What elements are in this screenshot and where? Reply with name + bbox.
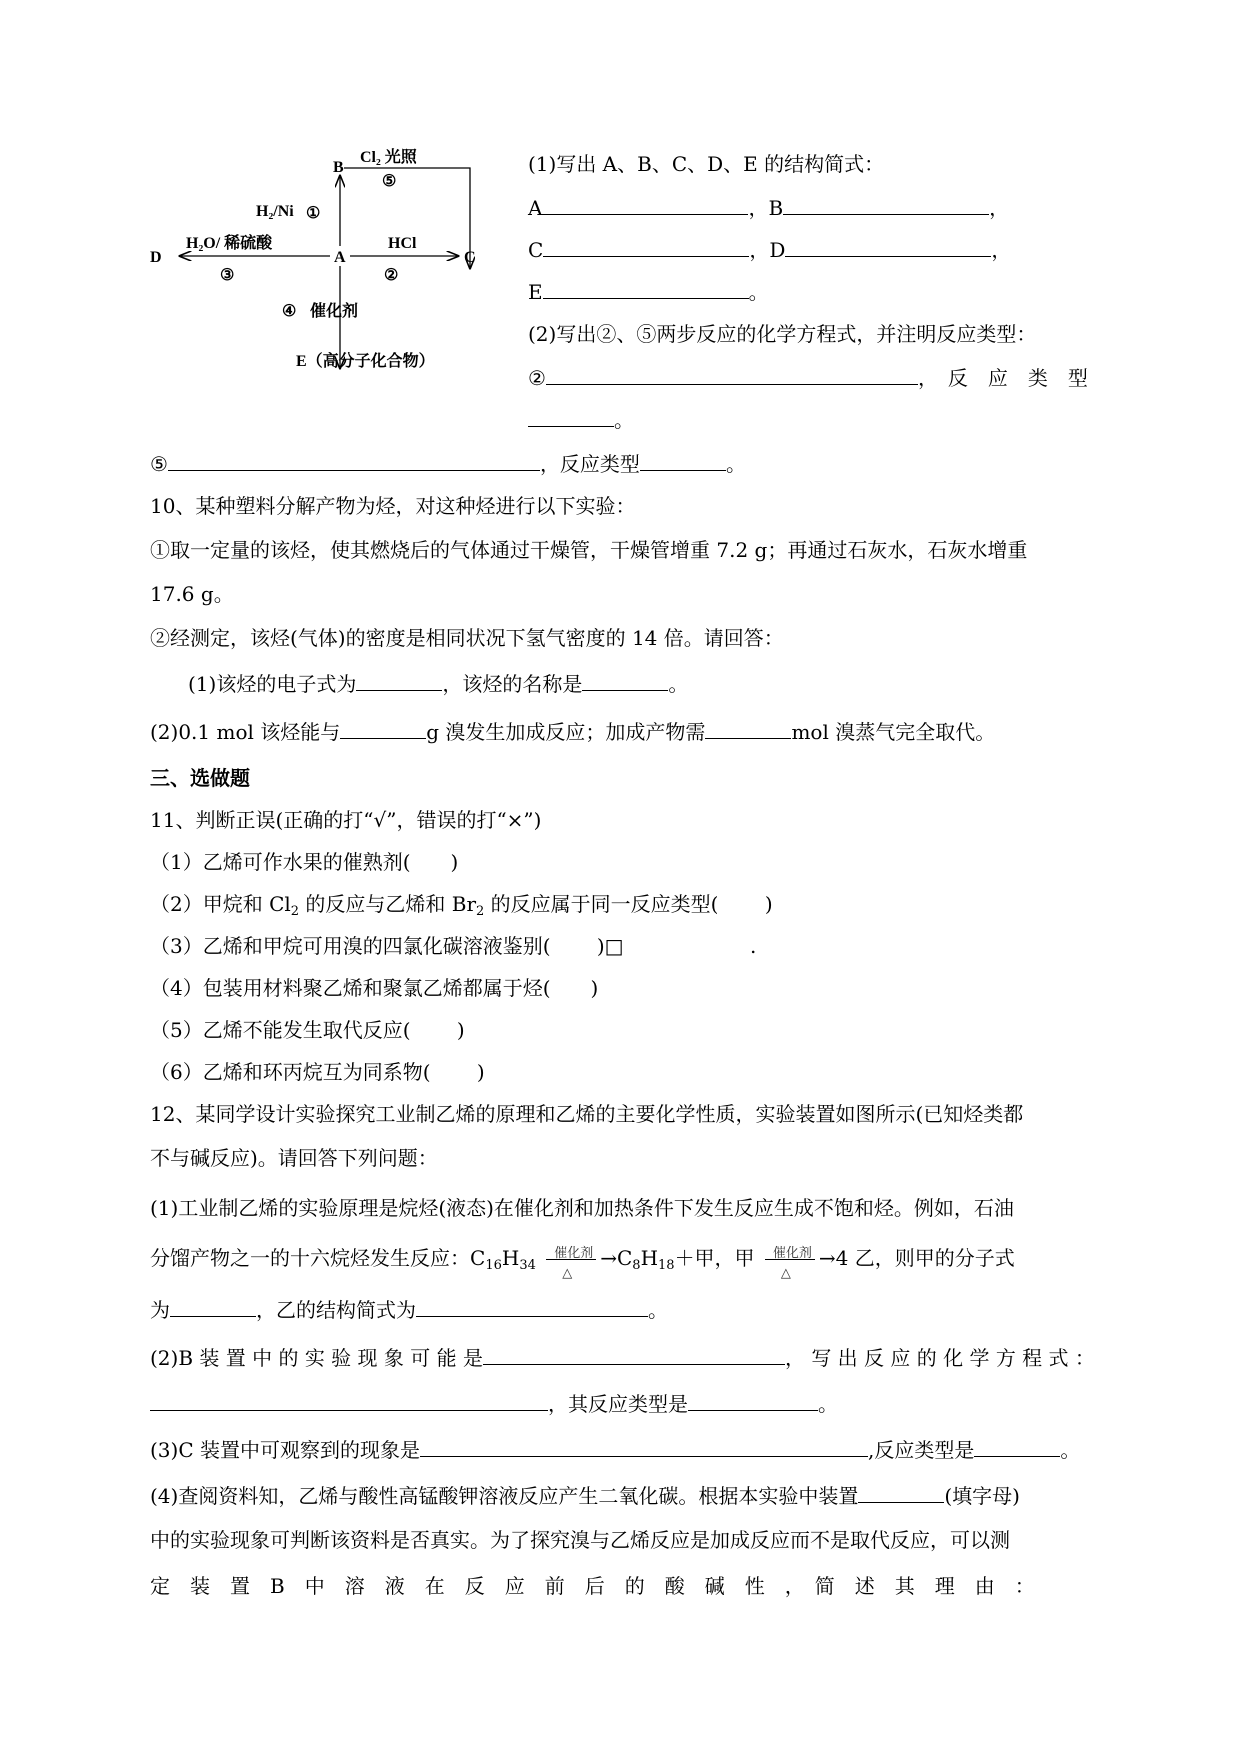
period: 。 [614, 408, 634, 432]
subscript: 18 [658, 1258, 675, 1273]
subscript: 16 [485, 1258, 502, 1273]
blank-electron-formula[interactable] [356, 670, 442, 691]
q12-text: (填字母) [944, 1484, 1020, 1508]
heat-symbol: △ [780, 1265, 791, 1281]
node-d: D [150, 249, 162, 266]
q12-text: ，其反应类型是 [548, 1392, 688, 1416]
label-h2o-acid: H₂O/ 稀硫酸 [186, 235, 273, 252]
period: 。 [818, 1392, 838, 1416]
q11-item-2: （2）甲烷和 $Cl_2$ 的反应与乙烯和 $Br_2$ 的反应属于同一反应类型( ) [150, 892, 773, 919]
catalyst-label: 催化剂 [772, 1245, 812, 1261]
q10-q1-text: (1)该烃的电子式为 [188, 672, 357, 696]
q12-line-3: (1)工业制乙烯的实验原理是烷烃(液态)在催化剂和加热条件下发生反应生成不饱和烃。例如，石油 [150, 1196, 1014, 1220]
q10-q1-text: ，该烃的名称是 [442, 672, 583, 696]
catalyst-heat-arrow [542, 1245, 600, 1281]
q12-text: ,反应类型是 [868, 1438, 975, 1462]
q10-q2-text: mol 溴蒸气完全取代。 [791, 720, 996, 744]
arrow-b-to-c [344, 168, 470, 268]
comma: ， [748, 196, 769, 220]
label-c: C [528, 238, 544, 262]
node-c: C [464, 249, 476, 266]
q12-line-4 [150, 1245, 1015, 1281]
label-hcl: HCl [388, 235, 417, 252]
period: 。 [748, 280, 769, 304]
label-cl2-light: Cl₂ 光照 [360, 149, 417, 166]
q12-text: ， 写 出 反 应 的 化 学 方 程 式 ： [784, 1346, 1095, 1370]
q11-item-5: （5）乙烯不能发生取代反应( ) [150, 1018, 465, 1042]
q10-statement-1: ①取一定量的该烃，使其燃烧后的气体通过干燥管，干燥管增重 7.2 g；再通过石灰水，石灰水增重 [150, 538, 1028, 562]
q12-line-6 [150, 1344, 1095, 1370]
section-title: 三、选做题 [150, 766, 250, 790]
q10-q2-text: (2)0.1 mol 该烃能与 [150, 720, 341, 744]
period: 。 [668, 672, 689, 696]
q9-blank-row-ab [528, 194, 1009, 220]
catalyst-heat-arrow [761, 1245, 819, 1281]
subscript: 34 [519, 1258, 536, 1273]
q12-line-11: 定 装 置 B 中 溶 液 在 反 应 前 后 的 酸 碱 性 ， 简 述 其 理 由 ： [150, 1574, 1035, 1598]
q12-text: (3)C 装置中可观察到的现象是 [150, 1438, 420, 1462]
q11-title: 11、判断正误(正确的打“√”，错误的打“×”) [150, 808, 542, 832]
comma: ， [991, 238, 1012, 262]
blank-formula-jia[interactable] [170, 1296, 256, 1317]
reaction-type-label: ，反应类型 [539, 452, 640, 476]
label-b: B [768, 196, 784, 220]
q9-blank-row-cd [528, 236, 1011, 262]
q12-line-1: 12、某同学设计实验探究工业制乙烯的原理和乙烯的主要化学性质，实验装置如图所示(已知烃类都 [150, 1102, 1024, 1126]
blank-reaction-2[interactable] [546, 364, 918, 385]
q12-text: →C [600, 1246, 633, 1270]
q9-reaction-2 [528, 364, 1096, 390]
q12-text: 为 [150, 1298, 170, 1322]
blank-a[interactable] [542, 194, 748, 215]
blank-e[interactable] [543, 278, 749, 299]
label-a: A [528, 196, 543, 220]
q10-question-2 [150, 718, 995, 744]
blank-c[interactable] [543, 236, 749, 257]
label-reaction-5: ⑤ [150, 452, 168, 476]
q12-text: (2)B 装 置 中 的 实 验 现 象 可 能 是 [150, 1346, 483, 1370]
blank-b-equation[interactable] [150, 1390, 548, 1411]
blank-structure-yi[interactable] [416, 1296, 648, 1317]
q12-text: ＋甲，甲 [674, 1246, 755, 1270]
q12-text: H [501, 1246, 520, 1270]
q10-question-1 [188, 670, 688, 696]
step-2: ② [384, 267, 399, 284]
heat-symbol: △ [562, 1265, 573, 1281]
q10-title: 10、某种塑料分解产物为烃，对这种烃进行以下实验： [150, 494, 636, 518]
stray-dot: . [750, 934, 757, 958]
step-1: ① [306, 205, 321, 222]
q12-text: 分馏产物之一的十六烷烃发生反应：C [150, 1246, 486, 1270]
step-3: ③ [220, 267, 235, 284]
blank-bromine-mass[interactable] [340, 718, 426, 739]
step-5: ⑤ [382, 173, 397, 190]
blank-apparatus-letter[interactable] [858, 1482, 944, 1503]
label-reaction-2: ② [528, 366, 546, 390]
period: 。 [1060, 1438, 1081, 1462]
q12-line-2: 不与碱反应)。请回答下列问题： [150, 1146, 438, 1170]
blank-reaction-2-type[interactable] [528, 406, 614, 427]
blank-c-reaction-type[interactable] [974, 1436, 1060, 1457]
q11-item-3 [150, 934, 757, 958]
reaction-type-label: ， 反 应 类 型 [917, 366, 1088, 390]
node-b: B [333, 159, 344, 176]
q11-item-3-text: （3）乙烯和甲烷可用溴的四氯化碳溶液鉴别( )□ [150, 934, 624, 958]
q11-item-2-text: （2）甲烷和 Cl [150, 892, 291, 916]
q12-line-10: 中的实验现象可判断该资料是否真实。为了探究溴与乙烯反应是加成反应而不是取代反应，可以测 [150, 1528, 1010, 1552]
blank-c-phenomenon[interactable] [420, 1436, 868, 1457]
q12-text: ，乙的结构简式为 [256, 1298, 416, 1322]
blank-bromine-mol[interactable] [705, 718, 791, 739]
q12-line-9 [150, 1482, 1020, 1508]
node-e: E（高分子化合物） [296, 353, 435, 370]
q12-text: H [640, 1246, 659, 1270]
q11-item-4: （4）包装用材料聚乙烯和聚氯乙烯都属于烃( ) [150, 976, 599, 1000]
q11-item-6: （6）乙烯和环丙烷互为同系物( ) [150, 1060, 485, 1084]
q10-statement-2: ②经测定，该烃(气体)的密度是相同状况下氢气密度的 14 倍。请回答： [150, 626, 784, 650]
q9-blank-row-e [528, 278, 769, 304]
period: 。 [648, 1298, 668, 1322]
comma: ， [749, 238, 770, 262]
comma: ， [989, 196, 1010, 220]
blank-b[interactable] [783, 194, 989, 215]
q12-line-8 [150, 1436, 1080, 1462]
q9-reaction-2-type [528, 406, 634, 432]
blank-b-reaction-type[interactable] [688, 1390, 818, 1411]
label-d: D [769, 238, 786, 262]
label-e: E [528, 280, 543, 304]
blank-b-phenomenon[interactable] [483, 1344, 785, 1365]
blank-reaction-5-type[interactable] [640, 450, 726, 471]
q11-item-2-text: 的反应与乙烯和 Br [299, 892, 477, 916]
blank-hydrocarbon-name[interactable] [582, 670, 668, 691]
q12-text: →4 乙，则甲的分子式 [818, 1246, 1015, 1270]
subscript: 8 [632, 1258, 641, 1273]
q9-part1: (1)写出 A、B、C、D、E 的结构简式： [528, 152, 885, 176]
blank-reaction-5[interactable] [168, 450, 540, 471]
label-h2-ni: H₂/Ni [256, 203, 294, 220]
q12-line-5 [150, 1296, 668, 1322]
q9-part2: (2)写出②、⑤两步反应的化学方程式，并注明反应类型： [528, 322, 1037, 346]
period: 。 [725, 452, 746, 476]
q11-item-1: （1）乙烯可作水果的催熟剂( ) [150, 850, 459, 874]
step-4: ④ [282, 303, 297, 320]
q10-q2-text: g 溴发生加成反应；加成产物需 [426, 720, 706, 744]
q11-item-2-text: 的反应属于同一反应类型( ) [484, 892, 773, 916]
catalyst-label: 催化剂 [554, 1245, 594, 1261]
q10-statement-1b: 17.6 g。 [150, 582, 234, 606]
node-a: A [334, 249, 346, 266]
q9-reaction-5 [150, 450, 746, 476]
label-catalyst: 催化剂 [310, 303, 359, 320]
q12-text: (4)查阅资料知，乙烯与酸性高锰酸钾溶液反应产生二氧化碳。根据本实验中装置 [150, 1484, 859, 1508]
q12-line-7 [150, 1390, 838, 1416]
blank-d[interactable] [785, 236, 991, 257]
reaction-scheme [150, 140, 510, 400]
